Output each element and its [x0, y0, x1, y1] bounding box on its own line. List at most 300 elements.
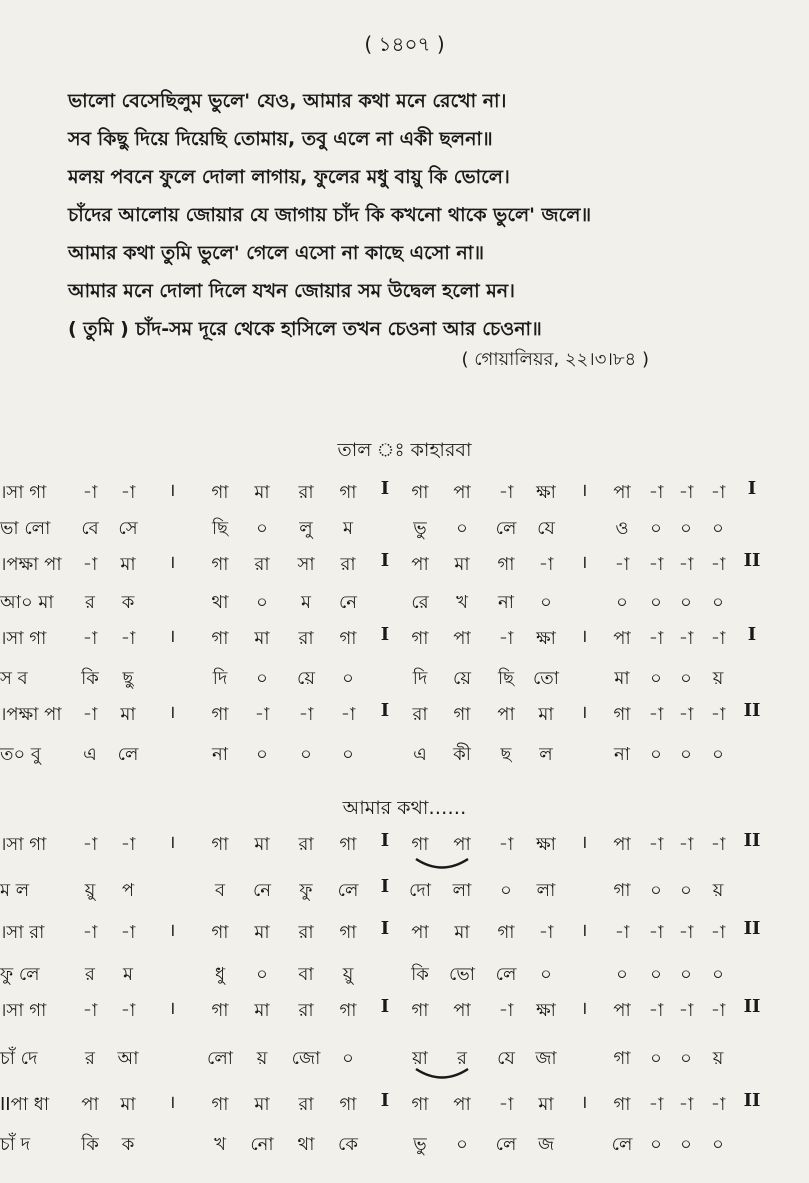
notation-cell: লে [495, 518, 517, 539]
notation-cell: পা [411, 554, 429, 575]
notation-cell: সা [297, 554, 315, 575]
notation-cell: ০ [712, 1134, 724, 1155]
notation-cell: লে [117, 744, 139, 765]
notation-cell: ম [301, 592, 311, 613]
bar-line: । [580, 920, 588, 941]
notation-cell: গা [339, 482, 357, 503]
notation-cell: মা [538, 704, 554, 725]
notation-cell: -া [678, 834, 694, 855]
notation-cell: ০ [712, 518, 724, 539]
notation-cell: -া [710, 482, 726, 503]
notation-cell: -া [648, 1000, 664, 1021]
lyric-line: আমার কথা তুমি ভুলে' গেলে এসো না কাছে এসো না॥ [68, 242, 484, 264]
notation-cell: পা [81, 1094, 99, 1115]
notation-cell: মা [614, 668, 630, 689]
lyric-line: ভালো বেসেছিলুম ভুলে' যেও, আমার কথা মনে রেখো না। [68, 90, 507, 112]
page-number: ( ১৪০৭ ) [364, 32, 445, 56]
bar-line: । [580, 832, 588, 853]
notation-cell: ০ [680, 744, 692, 765]
notation-cell: লু [299, 518, 313, 539]
notation-swara-row [0, 830, 809, 858]
notation-lyric-row [0, 876, 809, 904]
notation-cell: গা [339, 922, 357, 943]
notation-cell: য়ু [342, 964, 354, 985]
notation-cell: গা [411, 628, 429, 649]
notation-lead-cell: ফু লে [0, 964, 40, 985]
notation-cell: যে [537, 518, 555, 539]
notation-lead-cell: ত০ বু [0, 744, 41, 765]
notation-cell: গা [339, 834, 357, 855]
notation-cell: -া [678, 482, 694, 503]
notation-cell: রা [254, 554, 270, 575]
notation-cell: -া [538, 554, 554, 575]
notation-cell: -া [710, 834, 726, 855]
notation-cell: ০ [712, 964, 724, 985]
notation-cell: ০ [680, 518, 692, 539]
notation-cell: ০ [256, 668, 268, 689]
notation-cell: ০ [650, 1048, 662, 1069]
notation-lead-cell: ।সা গা [0, 834, 47, 855]
notation-lead-cell: ।সা গা [0, 628, 47, 649]
bar-line: । [168, 702, 176, 723]
notation-cell: মা [538, 1094, 554, 1115]
notation-cell: পা [453, 1094, 471, 1115]
notation-cell: পা [411, 922, 429, 943]
notation-cell: ০ [256, 518, 268, 539]
notation-lead-cell: চাঁ দে [0, 1048, 38, 1069]
notation-cell: -া [498, 482, 514, 503]
notation-cell: ০ [300, 744, 312, 765]
notation-cell: কি [411, 964, 429, 985]
notation-cell: মা [120, 704, 136, 725]
notation-cell: গা [613, 704, 631, 725]
bar-line: । [168, 832, 176, 853]
lyric-line: আমার মনে দোলা দিলে যখন জোয়ার সম উদ্বেল হলো মন। [68, 280, 515, 302]
bar-line: I [380, 550, 390, 571]
notation-cell: পা [453, 628, 471, 649]
notation-cell: -া [648, 628, 664, 649]
notation-cell: জো [291, 1048, 321, 1069]
bar-line: । [580, 1092, 588, 1113]
notation-cell: -া [498, 834, 514, 855]
notation-cell: থা [211, 592, 229, 613]
refrain-title: আমার কথা…… [342, 797, 467, 819]
notation-cell: গা [497, 554, 515, 575]
notation-lyric-row [0, 588, 809, 616]
notation-cell: য় [712, 1048, 724, 1069]
notation-lyric-row [0, 1044, 809, 1072]
notation-cell: তো [532, 668, 560, 689]
notation-cell: গা [339, 628, 357, 649]
notation-cell: রে [411, 592, 429, 613]
notation-cell: র [85, 592, 95, 613]
notation-cell: র [85, 964, 95, 985]
notation-cell: -া [648, 922, 664, 943]
notation-cell: -া [82, 482, 98, 503]
notation-cell: গা [211, 628, 229, 649]
notation-cell: ০ [680, 880, 692, 901]
bar-line: I [380, 1090, 390, 1111]
notation-lead-cell: আ০ মা [0, 592, 54, 613]
bar-line: । [580, 702, 588, 723]
bar-line: । [168, 626, 176, 647]
notation-lead-cell: ভা লো [0, 518, 51, 539]
notation-cell: ব [214, 880, 226, 901]
notation-cell: ভো [449, 964, 475, 985]
notation-cell: র [457, 1048, 467, 1069]
notation-cell: সে [118, 518, 138, 539]
lyric-line: সব কিছু দিয়ে দিয়েছি তোমায়, তবু এলে না একী ছলনা॥ [68, 128, 493, 150]
notation-cell: নো [250, 1134, 274, 1155]
notation-cell: খ [456, 592, 468, 613]
notation-cell: পা [453, 834, 471, 855]
notation-lead-cell: ম ল [0, 880, 30, 901]
notation-lead-cell: ।পক্ষা পা [0, 554, 62, 575]
notation-cell: যে [497, 1048, 515, 1069]
notation-cell: ০ [616, 592, 628, 613]
notation-cell: ০ [540, 964, 552, 985]
notation-cell: দি [412, 668, 428, 689]
notation-cell: রা [298, 834, 314, 855]
notation-cell: -া [120, 482, 136, 503]
bar-line: । [580, 626, 588, 647]
notation-cell: পা [613, 834, 631, 855]
notation-cell: ক্ষা [536, 628, 556, 649]
bar-line: I [380, 918, 390, 939]
notation-lyric-row [0, 1130, 809, 1158]
notation-cell: ০ [342, 668, 354, 689]
notation-cell: লে [495, 1134, 517, 1155]
notation-cell: গা [613, 1094, 631, 1115]
notation-cell: ০ [680, 964, 692, 985]
notation-cell: মা [454, 922, 470, 943]
notation-cell: ০ [680, 592, 692, 613]
notation-cell: -া [298, 704, 314, 725]
notation-lead-cell: স ব [0, 668, 28, 689]
notation-cell: -া [710, 704, 726, 725]
notation-cell: ০ [680, 1048, 692, 1069]
notation-cell: য়ু [84, 880, 96, 901]
notation-cell: রা [340, 554, 356, 575]
bar-line: I [380, 478, 390, 499]
notation-cell: ফু [299, 880, 313, 901]
notation-cell: য়ে [453, 668, 471, 689]
notation-cell: বে [81, 518, 99, 539]
notation-cell: নে [338, 592, 358, 613]
bar-line: II [743, 918, 761, 939]
notation-cell: য় [256, 1048, 268, 1069]
bar-line: II [743, 830, 761, 851]
notation-cell: দো [409, 880, 431, 901]
notation-cell: -া [82, 704, 98, 725]
notation-cell: য়া [412, 1048, 428, 1069]
notation-lyric-row [0, 740, 809, 768]
notation-cell: -া [710, 922, 726, 943]
notation-lead-cell: চাঁ দ [0, 1134, 31, 1155]
notation-cell: লে [337, 880, 359, 901]
notation-cell: না [498, 592, 514, 613]
bar-line: I [747, 624, 757, 645]
slur-mark [412, 856, 472, 874]
notation-cell: জা [535, 1048, 557, 1069]
notation-cell: ০ [650, 518, 662, 539]
notation-cell: -া [82, 554, 98, 575]
bar-line: । [168, 552, 176, 573]
notation-cell: ভু [413, 1134, 427, 1155]
notation-cell: কে [338, 1134, 358, 1155]
notation-swara-row [0, 1090, 809, 1118]
notation-cell: ০ [342, 744, 354, 765]
notation-cell: গা [339, 1094, 357, 1115]
notation-cell: ল [539, 744, 553, 765]
notation-lead-cell: IIপা ধা [0, 1094, 50, 1115]
notation-cell: ০ [540, 592, 552, 613]
bar-line: I [380, 700, 390, 721]
notation-cell: বা [298, 964, 314, 985]
notation-cell: গা [211, 922, 229, 943]
notation-swara-row [0, 550, 809, 578]
notation-cell: রা [298, 1094, 314, 1115]
bar-line: । [168, 920, 176, 941]
notation-cell: -া [120, 834, 136, 855]
notation-cell: ০ [650, 592, 662, 613]
attribution: ( গোয়ালিয়র, ২২।৩।৮৪ ) [461, 349, 649, 370]
notation-cell: মা [254, 628, 270, 649]
bar-line: । [580, 480, 588, 501]
notation-cell: রা [412, 704, 428, 725]
notation-cell: পা [613, 1000, 631, 1021]
notation-cell: গা [211, 1000, 229, 1021]
notation-cell: -া [120, 922, 136, 943]
notation-swara-row [0, 700, 809, 728]
notation-cell: -া [648, 834, 664, 855]
notation-cell: -া [538, 922, 554, 943]
notation-cell: পা [453, 482, 471, 503]
notation-cell: ভু [413, 518, 427, 539]
notation-swara-row [0, 918, 809, 946]
notation-cell: রা [298, 1000, 314, 1021]
notation-cell: -া [710, 554, 726, 575]
notation-cell: ক্ষা [536, 834, 556, 855]
notation-cell: ম [123, 964, 133, 985]
bar-line: I [380, 876, 390, 897]
notation-cell: ০ [712, 592, 724, 613]
notation-cell: -া [710, 628, 726, 649]
notation-cell: ছু [122, 668, 134, 689]
notation-cell: প [121, 880, 135, 901]
notation-cell: গা [211, 704, 229, 725]
notation-cell: খ [214, 1134, 226, 1155]
notation-cell: -া [82, 1000, 98, 1021]
notation-cell: র [85, 1048, 95, 1069]
notation-cell: পা [497, 704, 515, 725]
notation-cell: ০ [456, 518, 468, 539]
notation-cell: গা [339, 1000, 357, 1021]
notation-cell: -া [340, 704, 356, 725]
notation-cell: -া [82, 628, 98, 649]
notation-cell: গা [211, 554, 229, 575]
notation-cell: গা [613, 1048, 631, 1069]
notation-cell: গা [211, 1094, 229, 1115]
notation-cell: গা [613, 880, 631, 901]
notation-cell: য়ে [297, 668, 315, 689]
notation-lyric-row [0, 960, 809, 988]
notation-cell: ছি [211, 518, 229, 539]
notation-cell: লা [452, 880, 472, 901]
notation-cell: লে [611, 1134, 633, 1155]
notation-lead-cell: ।সা গা [0, 482, 47, 503]
notation-cell: রা [298, 628, 314, 649]
notation-lyric-row [0, 514, 809, 542]
notation-cell: ০ [342, 1048, 354, 1069]
notation-cell: -া [678, 704, 694, 725]
notation-cell: -া [678, 628, 694, 649]
notation-cell: -া [648, 554, 664, 575]
notation-cell: ক্ষা [536, 1000, 556, 1021]
bar-line: I [380, 996, 390, 1017]
notation-cell: ও [615, 518, 629, 539]
notation-cell: -া [498, 1094, 514, 1115]
bar-line: II [743, 996, 761, 1017]
notation-cell: ধু [214, 964, 226, 985]
notation-cell: দি [212, 668, 228, 689]
notation-lead-cell: ।পক্ষা পা [0, 704, 62, 725]
notation-cell: -া [498, 628, 514, 649]
notation-cell: মা [254, 1094, 270, 1115]
bar-line: । [580, 552, 588, 573]
bar-line: । [168, 1092, 176, 1113]
notation-cell: মা [254, 482, 270, 503]
notation-cell: -া [498, 1000, 514, 1021]
notation-cell: মা [120, 1094, 136, 1115]
notation-cell: -া [614, 922, 630, 943]
notation-cell: ক [121, 592, 135, 613]
notation-cell: লে [495, 964, 517, 985]
notation-cell: গা [497, 922, 515, 943]
notation-cell: কি [81, 668, 99, 689]
notation-lead-cell: ।সা রা [0, 922, 45, 943]
slur-mark [412, 1066, 472, 1084]
notation-cell: আ [117, 1048, 139, 1069]
notation-cell: -া [614, 554, 630, 575]
notation-lead-cell: ।সা গা [0, 1000, 47, 1021]
notation-cell: -া [648, 482, 664, 503]
notation-cell: য় [712, 880, 724, 901]
bar-line: I [747, 478, 757, 499]
bar-line: । [168, 998, 176, 1019]
notation-cell: পা [613, 628, 631, 649]
notation-cell: মা [254, 922, 270, 943]
notation-cell: কি [81, 1134, 99, 1155]
notation-cell: ০ [712, 744, 724, 765]
notation-cell: মা [254, 1000, 270, 1021]
notation-cell: -া [710, 1094, 726, 1115]
notation-cell: ০ [650, 964, 662, 985]
notation-cell: ম [343, 518, 353, 539]
notation-cell: ক্ষা [536, 482, 556, 503]
notation-cell: লা [536, 880, 556, 901]
notation-cell: ০ [680, 1134, 692, 1155]
notation-swara-row [0, 624, 809, 652]
notation-cell: রা [298, 482, 314, 503]
notation-cell: নে [252, 880, 272, 901]
notation-cell: -া [648, 1094, 664, 1115]
bar-line: II [743, 700, 761, 721]
notation-cell: কী [453, 744, 471, 765]
notation-cell: মা [254, 834, 270, 855]
notation-cell: -া [678, 1094, 694, 1115]
notation-cell: ০ [256, 592, 268, 613]
notation-cell: গা [211, 834, 229, 855]
notation-cell: লো [207, 1048, 233, 1069]
notation-cell: ০ [680, 668, 692, 689]
notation-cell: -া [678, 922, 694, 943]
notation-cell: ০ [256, 964, 268, 985]
notation-cell: য় [712, 668, 724, 689]
notation-cell: পা [453, 1000, 471, 1021]
notation-cell: -া [120, 1000, 136, 1021]
bar-line: II [743, 1090, 761, 1111]
notation-cell: ০ [500, 880, 512, 901]
notation-cell: -া [120, 628, 136, 649]
notation-cell: ০ [456, 1134, 468, 1155]
notation-cell: -া [254, 704, 270, 725]
notation-cell: ০ [650, 1134, 662, 1155]
notation-cell: মা [120, 554, 136, 575]
bar-line: I [380, 830, 390, 851]
bar-line: । [168, 480, 176, 501]
notation-cell: গা [211, 482, 229, 503]
notation-cell: মা [454, 554, 470, 575]
notation-cell: ছি [497, 668, 515, 689]
notation-cell: না [614, 744, 630, 765]
notation-cell: ০ [650, 880, 662, 901]
notation-cell: এ [83, 744, 97, 765]
notation-cell: জ [537, 1134, 555, 1155]
lyric-line: চাঁদের আলোয় জোয়ার যে জাগায় চাঁদ কি কখনো থাকে ভুলে' জলে॥ [68, 204, 592, 226]
notation-cell: না [212, 744, 228, 765]
notation-cell: ০ [616, 964, 628, 985]
lyric-line: ( তুমি ) চাঁদ-সম দূরে থেকে হাসিলে তখন চেওনা আর চেওনা॥ [68, 318, 542, 340]
bar-line: II [743, 550, 761, 571]
lyric-line: মলয় পবনে ফুলে দোলা লাগায়, ফুলের মধু বায়ু কি ভোলে। [68, 166, 510, 188]
notation-cell: রা [298, 922, 314, 943]
notation-swara-row [0, 996, 809, 1024]
notation-cell: গা [411, 1000, 429, 1021]
notation-cell: -া [648, 704, 664, 725]
notation-cell: -া [710, 1000, 726, 1021]
notation-cell: ০ [256, 744, 268, 765]
notation-cell: -া [82, 834, 98, 855]
notation-cell: -া [678, 554, 694, 575]
tala-title: তাল ঃ কাহারবা [337, 439, 472, 461]
notation-cell: গা [411, 1094, 429, 1115]
notation-cell: ০ [650, 744, 662, 765]
notation-swara-row [0, 478, 809, 506]
notation-cell: ক [121, 1134, 135, 1155]
bar-line: I [380, 624, 390, 645]
notation-cell: ০ [650, 668, 662, 689]
notation-cell: গা [411, 482, 429, 503]
notation-cell: এ [413, 744, 427, 765]
notation-cell: থা [297, 1134, 315, 1155]
notation-cell: -া [82, 922, 98, 943]
notation-cell: পা [613, 482, 631, 503]
notation-cell: -া [678, 1000, 694, 1021]
notation-cell: গা [411, 834, 429, 855]
bar-line: । [580, 998, 588, 1019]
notation-cell: ছ [500, 744, 512, 765]
